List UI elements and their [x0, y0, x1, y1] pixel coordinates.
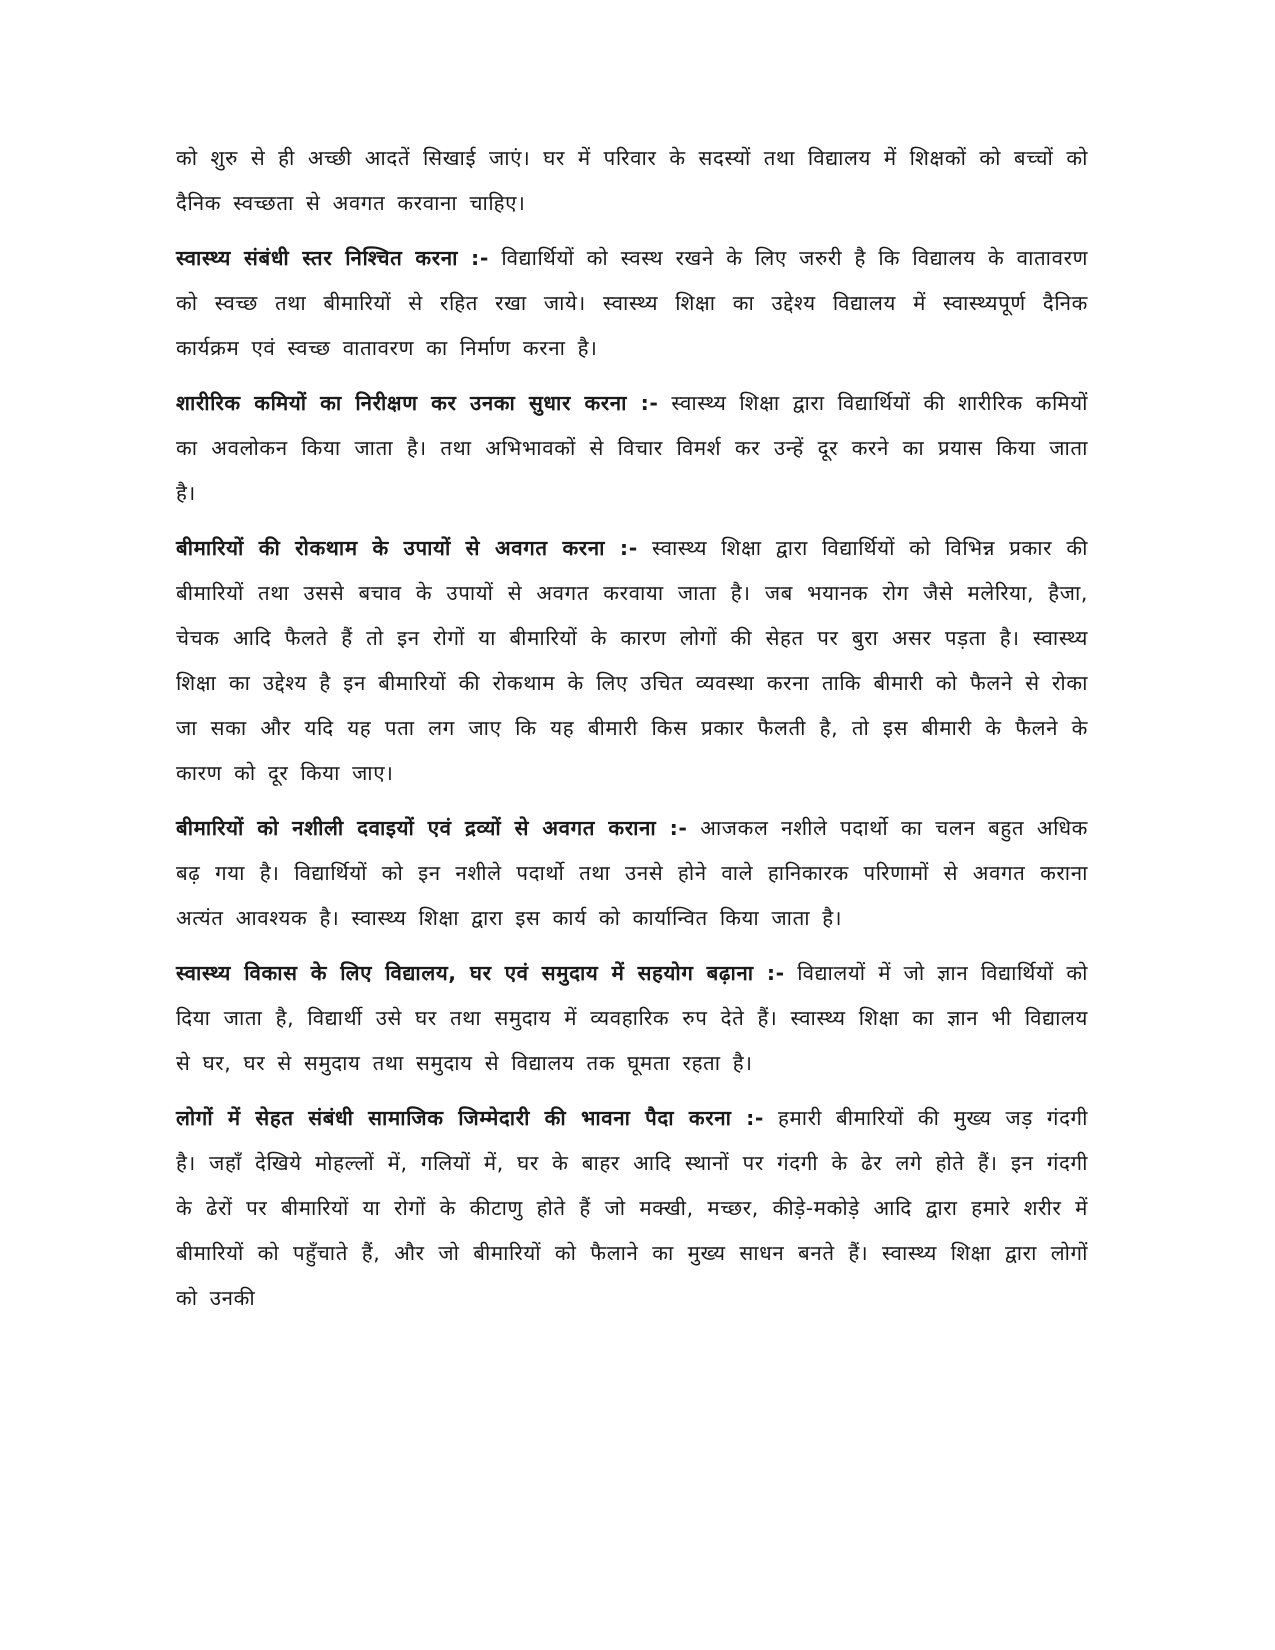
- section-heading: स्वास्थ्य विकास के लिए विद्यालय, घर एवं समुदाय में सहयोग बढ़ाना :-: [176, 961, 785, 985]
- section-text: स्वास्थ्य शिक्षा द्वारा विद्यार्थियों को विभिन्न प्रकार की बीमारियों तथा उससे बचाव के उपायों से अवगत करवाया जाता है। जब भयानक रोग जैसे मलेरिया, हैजा, चेचक आदि फैलते हैं तो इन रोगों या बीमारियों के कारण लोगों की सेहत पर बुरा असर पड़ता है। स्वास्थ्य शिक्षा का उद्देश्य है इन बीमारियों की रोकथाम के लिए उचित व्यवस्था करना ताकि बीमारी को फैलने से रोका जा सका और यदि यह पता लग जाए कि यह बीमारी किस प्रकार फैलती है, तो इस बीमारी के फैलने के कारण को दूर किया जाए।: [176, 536, 1088, 785]
- section-heading: बीमारियों को नशीली दवाइयों एवं द्रव्यों से अवगत कराना :-: [176, 816, 688, 840]
- section-heading: बीमारियों की रोकथाम के उपायों से अवगत करना :-: [176, 536, 638, 560]
- section-physical-defects: [176, 381, 1088, 516]
- section-cooperation: [176, 951, 1088, 1086]
- document-page: [176, 136, 1088, 1331]
- section-disease-prevention: [176, 526, 1088, 796]
- section-text: स्वास्थ्य शिक्षा द्वारा विद्यार्थियों की शारीरिक कमियों का अवलोकन किया जाता है। तथा अभिभावकों से विचार विमर्श कर उन्हें दूर करने का प्रयास किया जाता है।: [176, 391, 1089, 505]
- section-drugs-awareness: [176, 806, 1088, 941]
- intro-paragraph: को शुरु से ही अच्छी आदतें सिखाई जाएं। घर में परिवार के सदस्यों तथा विद्यालय में शिक्षकों को बच्चों को दैनिक स्वच्छता से अवगत करवाना चाहिए।: [176, 146, 1088, 215]
- section-heading: स्वास्थ्य संबंधी स्तर निश्चित करना :-: [176, 246, 489, 270]
- section-heading: शारीरिक कमियों का निरीक्षण कर उनका सुधार करना :-: [176, 391, 659, 415]
- section-text: हमारी बीमारियों की मुख्य जड़ गंदगी है। जहाँ देखिये मोहल्लों में, गलियों में, घर के बाहर आदि स्थानों पर गंदगी के ढेर लगे होते हैं। इन गंदगी के ढेरों पर बीमारियों या रोगों के कीटाणु होते हैं जो मक्खी, मच्छर, कीड़े-मकोड़े आदि द्वारा हमारे शरीर में बीमारियों को पहुँचाते हैं, और जो बीमारियों को फैलाने का मुख्य साधन बनते हैं। स्वास्थ्य शिक्षा द्वारा लोगों को उनकी: [176, 1106, 1089, 1310]
- section-text: विद्यार्थियों को स्वस्थ रखने के लिए जरुरी है कि विद्यालय के वातावरण को स्वच्छ तथा बीमारियों से रहित रखा जाये। स्वास्थ्य शिक्षा का उद्देश्य विद्यालय में स्वास्थ्यपूर्ण दैनिक कार्यक्रम एवं स्वच्छ वातावरण का निर्माण करना है।: [176, 246, 1088, 360]
- section-text: आजकल नशीले पदार्थो का चलन बहुत अधिक बढ़ गया है। विद्यार्थियों को इन नशीले पदार्थो तथा उनसे होने वाले हानिकारक परिणामों से अवगत कराना अत्यंत आवश्यक है। स्वास्थ्य शिक्षा द्वारा इस कार्य को कार्यान्वित किया जाता है।: [176, 816, 1088, 930]
- section-social-responsibility: [176, 1096, 1088, 1321]
- section-text: विद्यालयों में जो ज्ञान विद्यार्थियों को दिया जाता है, विद्यार्थी उसे घर तथा समुदाय में व्यवहारिक रुप देते हैं। स्वास्थ्य शिक्षा का ज्ञान भी विद्यालय से घर, घर से समुदाय तथा समुदाय से विद्यालय तक घूमता रहता है।: [176, 961, 1088, 1075]
- section-heading: लोगों में सेहत संबंधी सामाजिक जिम्मेदारी की भावना पैदा करना :-: [176, 1106, 765, 1130]
- section-standards: [176, 236, 1088, 371]
